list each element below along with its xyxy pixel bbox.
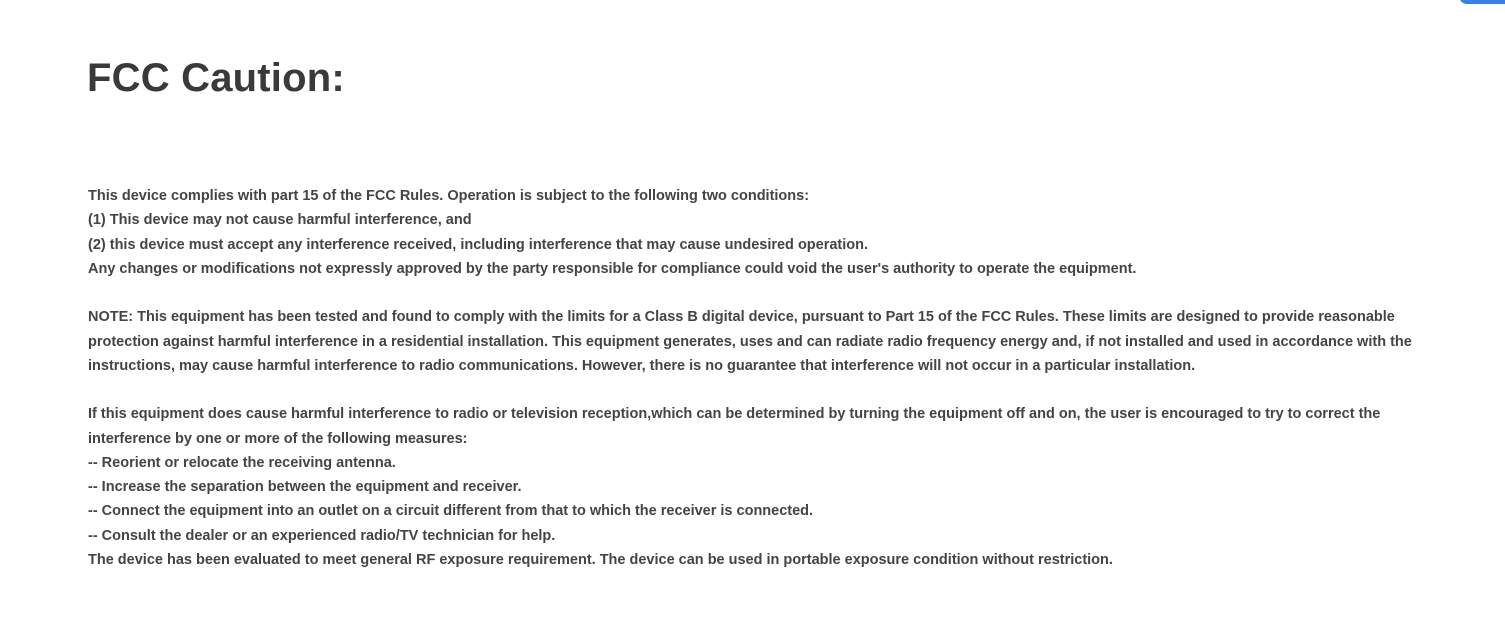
measure-item: -- Reorient or relocate the receiving antenna.	[88, 454, 396, 471]
compliance-statement: This device complies with part 15 of the FCC Rules. Operation is subject to the following two conditions:	[88, 188, 810, 204]
class-b-note: NOTE: This equipment has been tested and found to comply with the limits for a Class B digital device, pursuant to Part 15 of the FCC Rules. These limits are designed to provide reasonable protection against harmful interference in a residential installation. This equipment generates, uses and can radiate radio frequency energy and, if not installed and used in accordance with the instructions, may cause harmful interference to radio communications. However, there is no guarantee that interference will not occur in a particular installation.	[88, 309, 1412, 374]
measure-item: -- Consult the dealer or an experienced radio/TV technician for help.	[88, 527, 556, 544]
rf-exposure-statement: The device has been evaluated to meet general RF exposure requirement. The device can be used in portable exposure condition without restriction.	[88, 551, 1113, 568]
condition-one: (1) This device may not cause harmful interference, and	[88, 212, 472, 229]
class-b-note-paragraph	[88, 305, 1438, 378]
corner-accent-button[interactable]	[1459, 0, 1505, 4]
condition-two: (2) this device must accept any interference received, including interference that may cause undesired operation.	[88, 236, 869, 253]
modification-warning: Any changes or modifications not expressly approved by the party responsible for compliance could void the user's authority to operate the equipment.	[88, 260, 1137, 277]
page-title: FCC Caution:	[87, 56, 345, 100]
measure-item: -- Connect the equipment into an outlet on a circuit different from that to which the receiver is connected.	[88, 503, 814, 520]
measures-intro: If this equipment does cause harmful interference to radio or television reception,which can be determined by turning the equipment off and on, the user is encouraged to try to correct the interference by one or more of the following measures:	[88, 406, 1381, 447]
compliance-paragraph	[88, 184, 1438, 281]
measures-paragraph	[88, 402, 1438, 572]
measure-item: -- Increase the separation between the equipment and receiver.	[88, 479, 522, 495]
fcc-notice-body	[88, 184, 1438, 572]
